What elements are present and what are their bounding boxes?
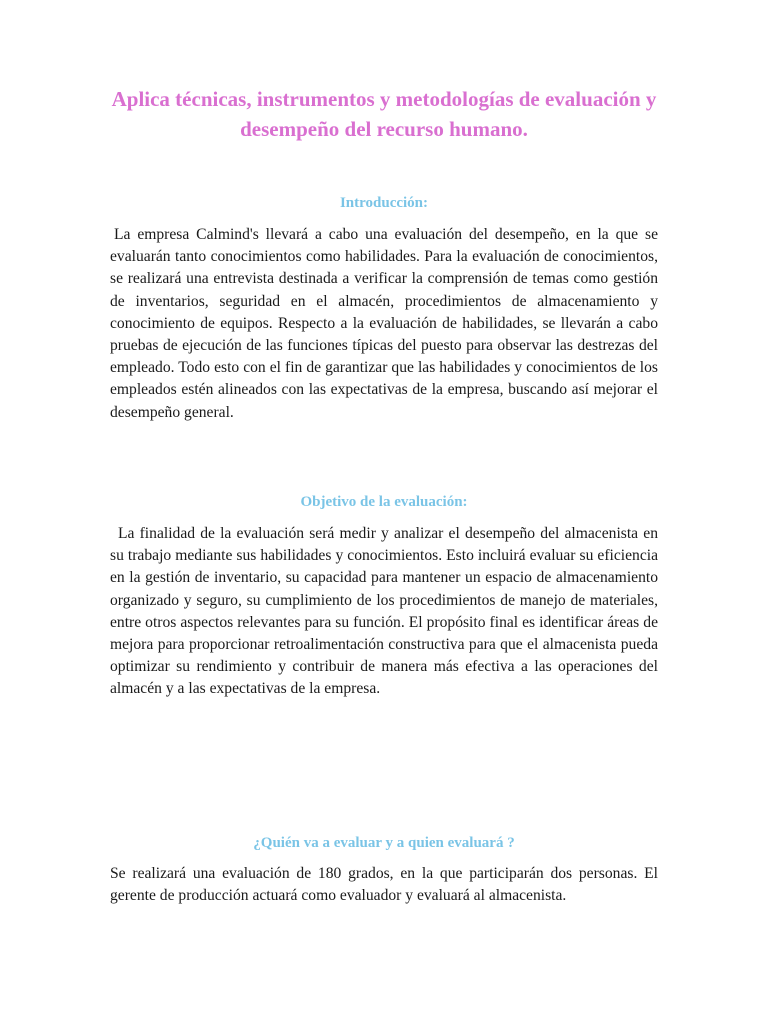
section-body-introduccion: La empresa Calmind's llevará a cabo una evaluación del desempeño, en la que se evaluarán tanto conocimientos como habilidades. Para la evaluación de conocimientos, se realizará una entrevista destinada a verificar la comprensión de temas como gestión de inventarios, seguridad en el almacén, procedimientos de almacenamiento y conocimiento de equipos. Respecto a la evaluación de habilidades, se llevarán a cabo pruebas de ejecución de las funciones típicas del puesto para observar las destrezas del empleado. Todo esto con el fin de garantizar que las habilidades y conocimientos de los empleados estén alineados con las expectativas de la empresa, buscando así mejorar el desempeño general.	[110, 226, 658, 421]
document-title: Aplica técnicas, instrumentos y metodologías de evaluación y desempeño del recurso humano.	[111, 87, 657, 141]
section-heading-quien-evalua: ¿Quién va a evaluar y a quien evaluará ?	[253, 835, 515, 851]
section-heading-introduccion: Introducción:	[339, 195, 429, 211]
section-body-quien-evalua: Se realizará una evaluación de 180 grados, en la que participarán dos personas. El gerente de producción actuará como evaluador y evaluará al almacenista.	[110, 865, 658, 905]
section-body-objetivo: La finalidad de la evaluación será medir y analizar el desempeño del almacenista en su trabajo mediante sus habilidades y conocimientos. Esto incluirá evaluar su eficiencia en la gestión de inventario, su capacidad para mantener un espacio de almacenamiento organizado y seguro, su cumplimiento de los procedimientos de manejo de materiales, entre otros aspectos relevantes para su función. El propósito final es identificar áreas de mejora para proporcionar retroalimentación constructiva para que el almacenista pueda optimizar su rendimiento y contribuir de manera más efectiva a las operaciones del almacén y a las expectativas de la empresa.	[110, 525, 658, 698]
section-heading-objetivo: Objetivo de la evaluación:	[300, 494, 468, 510]
